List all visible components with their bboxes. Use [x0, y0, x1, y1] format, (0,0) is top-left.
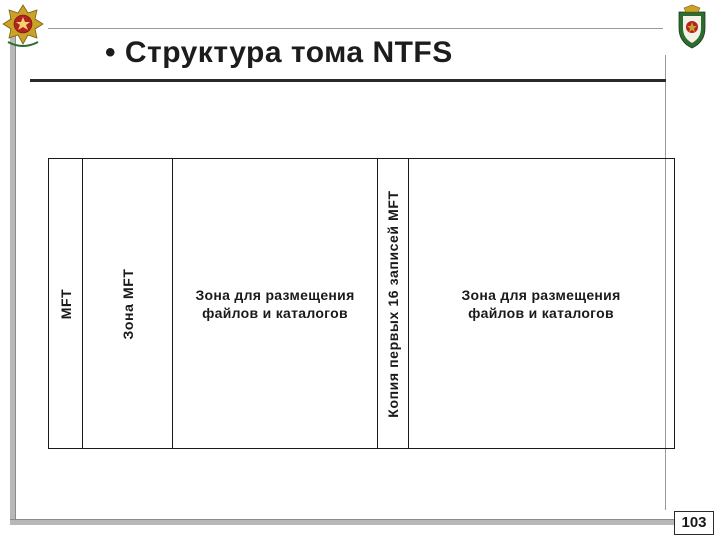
cell-files-zone-2-line1: Зона для размещения — [461, 286, 621, 303]
page-number: 103 — [674, 511, 714, 535]
cell-mft-zone — [83, 159, 173, 448]
university-crest-icon — [671, 4, 713, 50]
ntfs-volume-diagram — [48, 158, 675, 449]
cell-mft-mirror-label: Копия первых 16 записей MFT — [385, 189, 401, 418]
cell-files-zone-1-line1: Зона для размещения — [195, 286, 355, 303]
cell-mft — [49, 159, 83, 448]
cell-mft-mirror — [378, 159, 409, 448]
cell-files-zone-1-line2: файлов и каталогов — [202, 304, 348, 321]
cell-files-zone-2 — [409, 159, 673, 448]
slide-frame-bottom — [10, 519, 678, 525]
cell-mft-zone-label: Зона MFT — [119, 267, 136, 340]
slide-title: • Структура тома NTFS — [105, 36, 453, 69]
slide-frame-top — [48, 28, 663, 29]
cell-mft-label: MFT — [57, 288, 74, 319]
slide-frame-left — [10, 14, 16, 524]
title-underline — [30, 79, 666, 82]
cell-files-zone-2-text — [409, 286, 673, 322]
cell-files-zone-1-text — [173, 286, 377, 322]
cell-files-zone-2-line2: файлов и каталогов — [468, 304, 614, 321]
military-emblem-icon — [2, 4, 44, 50]
cell-files-zone-1 — [173, 159, 378, 448]
